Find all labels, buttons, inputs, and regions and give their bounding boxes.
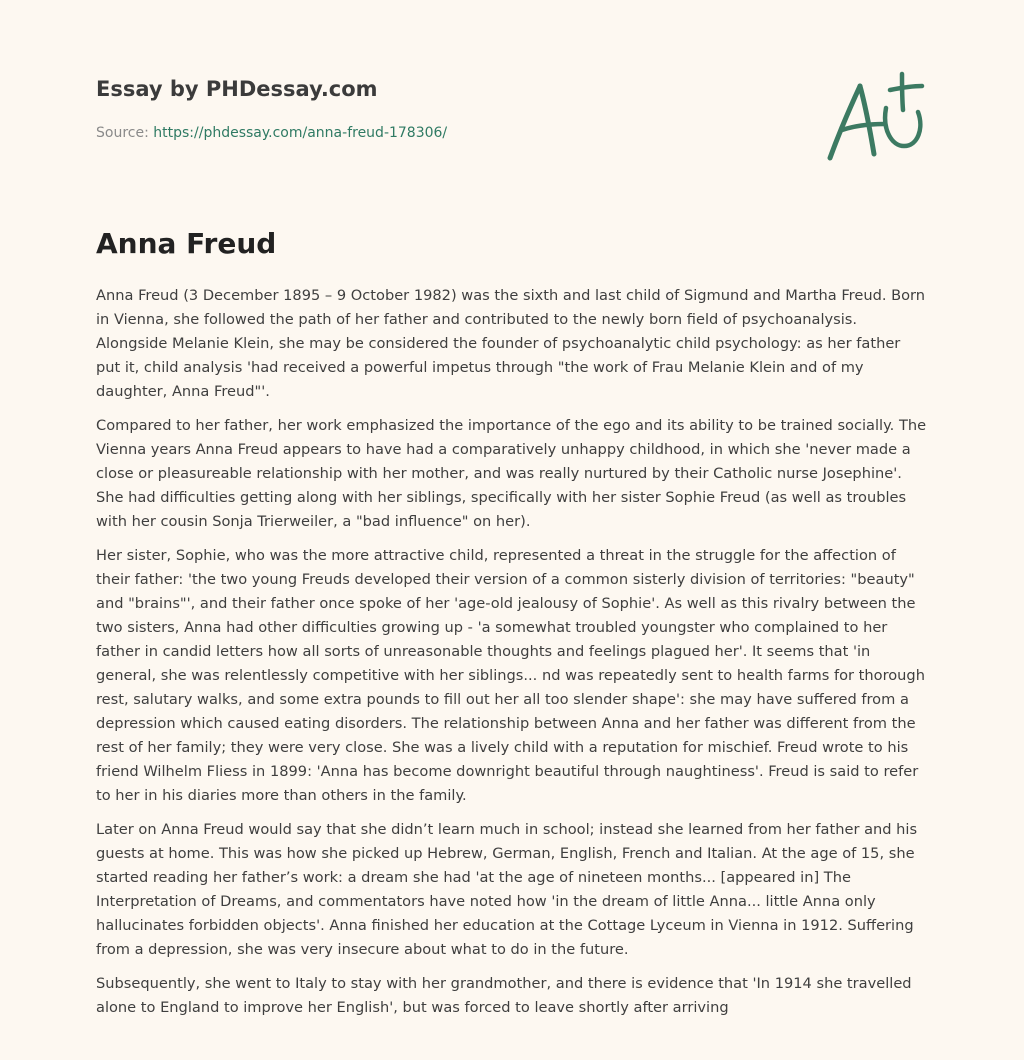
site-title: Essay by PHDessay.com [96, 77, 378, 101]
source-label: Source: [96, 125, 154, 141]
paragraph: Later on Anna Freud would say that she didn’t learn much in school; instead she learned from her father and his guests at home. This was how she picked up Hebrew, German, English, French and Italian. At the age of 15, she started reading her father’s work: a dream she had 'at the age of nineteen months... [appeared in] The Interpretation of Dreams, and commentators have noted how 'in the dream of little Anna... little Anna only hallucinates forbidden objects'. Anna finished her education at the Cottage Lyceum in Vienna in 1912. Suffering from a depression, she was very insecure about what to do in the future. [96, 821, 918, 958]
paragraph: Anna Freud (3 December 1895 – 9 October 1982) was the sixth and last child of Sigmund and Martha Freud. Born in Vienna, she followed the path of her father and contributed to the newly born field of psychoanalysis. Alongside Melanie Klein, she may be considered the founder of psychoanalytic child psychology: as her father put it, child analysis 'had received a powerful impetus through "the work of Frau Melanie Klein and of my daughter, Anna Freud"'. [96, 287, 926, 400]
a-plus-grade-icon [818, 64, 930, 168]
paragraph: Her sister, Sophie, who was the more attractive child, represented a threat in the struggle for the affection of their father: 'the two young Freuds developed their version of a common sisterly division of territories: "beauty" and "brains"', and their father once spoke of her 'age-old jealousy of Sophie'. As well as this rivalry between the two sisters, Anna had other difficulties growing up - 'a somewhat troubled youngster who complained to her father in candid letters how all sorts of unreasonable thoughts and feelings plagued her'. It seems that 'in general, she was relentlessly competitive with her siblings... nd was repeatedly sent to health farms for thorough rest, salutary walks, and some extra pounds to fill out her all too slender shape': she may have suffered from a depression which caused eating disorders. The relationship between Anna and her father was different from the rest of her family; they were very close. She was a lively child with a reputation for mischief. Freud wrote to his friend Wilhelm Fliess in 1899: 'Anna has become downright beautiful through naughtiness'. Freud is said to refer to her in his diaries more than others in the family. [96, 547, 925, 804]
paragraph: Subsequently, she went to Italy to stay with her grandmother, and there is evidence that 'In 1914 she travelled alone to England to improve her English', but was forced to leave shortly after arriving [96, 975, 912, 1016]
source-link[interactable]: https://phdessay.com/anna-freud-178306/ [153, 125, 448, 141]
document-title: Anna Freud [96, 227, 277, 260]
essay-content [96, 224, 928, 1030]
source-line [96, 124, 447, 142]
page-header [96, 74, 928, 141]
paragraph: Compared to her father, her work emphasized the importance of the ego and its ability to be trained socially. The Vienna years Anna Freud appears to have had a comparatively unhappy childhood, in which she 'never made a close or pleasureable relationship with her mother, and was really nurtured by their Catholic nurse Josephine'. She had difficulties getting along with her siblings, specifically with her sister Sophie Freud (as well as troubles with her cousin Sonja Trierweiler, a "bad influence" on her). [96, 417, 927, 530]
